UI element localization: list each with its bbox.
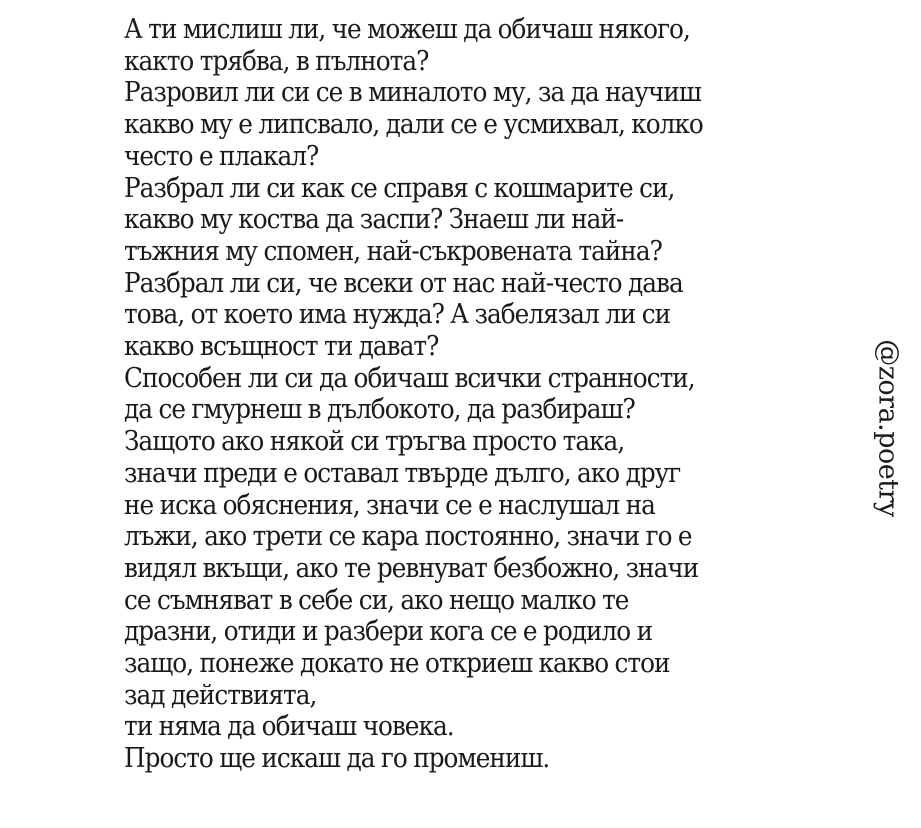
poem-line: Способен ли си да обичаш всички странности, [124,361,695,394]
poem-text [124,14,754,775]
poem-line: както трябва, в пълнота? [124,44,429,77]
poem-line: това, от което има нужда? А забелязал ли си [124,298,671,331]
poem-line: какво всъщност ти дават? [124,330,439,363]
poem-line: значи преди е оставал твърде дълго, ако друг [124,456,681,489]
poem-line: Защото ако някой си тръгва просто така, [124,425,625,458]
poem-line: А ти мислиш ли, че можеш да обичаш някого, [124,13,690,45]
poem-line: Просто ще искаш да го промениш. [124,742,550,775]
poem-line: защо, понеже докато не откриеш какво стои [124,647,670,680]
poem-line: не иска обяснения, значи се е наслушал на [124,488,655,521]
poem-line: дразни, отиди и разбери кога се е родило и [124,615,653,648]
author-handle: @zora.poetry [872,339,904,517]
poem-line: какво му коства да заспи? Знаеш ли най- [124,203,624,236]
poem-line: се съмняват в себе си, ако нещо малко те [124,583,629,616]
poem-line: Разровил ли си се в миналото му, за да научиш [124,76,701,109]
poem-line: какво му е липсвало, дали се е усмихвал, колко [124,108,703,141]
poem-line: тъжния му спомен, най-съкровената тайна? [124,234,662,267]
poem-line: да се гмурнеш в дълбокото, да разбираш? [124,393,635,426]
poem-line: Разбрал ли си как се справя с кошмарите си, [124,171,675,204]
poem-line: Разбрал ли си, че всеки от нас най-често дава [124,266,683,299]
poem-line: зад действията, [124,678,317,711]
poem-line: често е плакал? [124,139,319,172]
poem-line: видял вкъщи, ако те ревнуват безбожно, значи [124,551,699,584]
poem-line: ти няма да обичаш човека. [124,710,454,743]
poem-line: лъжи, ако трети се кара постоянно, значи го е [124,520,692,553]
